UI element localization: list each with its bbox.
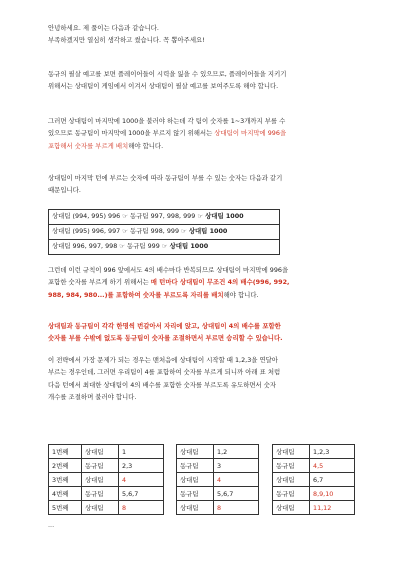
table-row — [177, 445, 259, 459]
team-cell: 동규팀 — [82, 459, 119, 473]
table-row — [177, 473, 259, 487]
conclusion-highlight — [48, 320, 360, 345]
sequence-text: 상대팀 (995) 996, 997 ☞ 동규팀 998, 999 ☞ — [52, 227, 189, 235]
table-row — [273, 445, 355, 459]
sequence-result: 상대팀 1000 — [188, 227, 228, 235]
team-cell: 동규팀 — [273, 487, 310, 501]
value-cell: 1,2,3 — [310, 445, 355, 459]
sequence-row — [49, 210, 279, 225]
team-cell: 상대팀 — [273, 501, 310, 515]
intro-text — [48, 22, 360, 47]
highlight-text: 988, 984, 980...)를 포함하여 숫자를 부르도록 자리를 배치 — [48, 290, 224, 299]
sequence-result: 상대팀 1000 — [205, 212, 244, 220]
continuation-ellipsis: ... — [48, 521, 55, 529]
team-cell: 동규팀 — [82, 487, 119, 501]
table-row — [177, 459, 259, 473]
paragraph-line: 그러면 상대팀이 마지막에 1000을 불러야 하는데 각 팀이 숫자를 1~3개까지 부를 수 — [48, 117, 286, 125]
plain-text: 포함한 숫자를 부르게 하기 위해서는 — [48, 278, 151, 287]
turn-cell: 3번째 — [49, 473, 82, 487]
value-cell: 4 — [214, 473, 259, 487]
team-cell: 상대팀 — [82, 501, 119, 515]
plain-text: 있으므로 동규팀이 마지막에 1000을 부르지 않기 위해서는 — [48, 129, 215, 138]
paragraph-line: 다음 턴에서 최대한 상대팀이 4의 배수를 포함한 숫자를 부르도록 유도하면서 숫자 — [48, 380, 277, 389]
paragraph-line: 그런데 이런 규칙이 996 앞에서도 4의 배수마다 반복되므로 상대팀이 마지막에 996을 — [48, 266, 289, 274]
team-cell: 상대팀 — [82, 445, 119, 459]
value-cell: 1 — [119, 445, 164, 459]
paragraph-rule — [48, 264, 360, 301]
turn-cell: 2번째 — [49, 459, 82, 473]
sequence-text: 상대팀 (994, 995) 996 ☞ 동규팀 997, 998, 999 ☞ — [52, 212, 206, 220]
sequence-row — [49, 240, 279, 254]
table-row — [273, 501, 355, 515]
team-cell: 상대팀 — [177, 501, 214, 515]
paragraph-goal — [48, 68, 360, 93]
table-row — [177, 487, 259, 501]
value-cell: 8 — [119, 501, 164, 515]
paragraph-line: 부르는 경우인데, 그러면 우리팀이 4를 포함하여 숫자를 부르게 되니까 아래 표 처럼 — [48, 368, 281, 377]
value-cell: 6,7 — [310, 473, 355, 487]
plain-text: 해야 합니다. — [128, 141, 164, 150]
sequence-result: 상대팀 1000 — [169, 242, 209, 250]
team-cell: 상대팀 — [273, 445, 310, 459]
value-cell: 2,3 — [119, 459, 164, 473]
table-row — [49, 487, 164, 501]
highlight-text: 포함해서 숫자를 부르게 배치 — [48, 141, 129, 150]
scenario-table-2 — [176, 444, 259, 515]
value-cell: 1,2 — [214, 445, 259, 459]
team-cell: 동규팀 — [177, 487, 214, 501]
table-row — [273, 459, 355, 473]
team-cell: 상대팀 — [177, 445, 214, 459]
conclusion-line: 상대팀과 동규팀이 각각 한명씩 번갈아서 자리에 앉고, 상대팀이 4의 배수를 포함한 — [48, 322, 281, 330]
turn-cell: 4번째 — [49, 487, 82, 501]
value-cell: 8 — [214, 501, 259, 515]
paragraph-line: 위해서는 상대팀이 게임에서 이겨서 상대팀이 필살 예고를 보여주도록 해야 합니다. — [48, 82, 279, 91]
turn-cell: 1번째 — [49, 445, 82, 459]
team-cell: 동규팀 — [273, 459, 310, 473]
team-cell: 상대팀 — [82, 473, 119, 487]
paragraph-line — [48, 276, 360, 288]
value-cell: 5,6,7 — [119, 487, 164, 501]
value-cell: 5,6,7 — [214, 487, 259, 501]
intro-line-2: 부족하겠지만 열심히 생각하고 썼습니다. 꼭 뽑아주세요! — [48, 36, 205, 45]
table-row — [49, 501, 164, 515]
table-row — [49, 445, 164, 459]
plain-text: 해야 합니다. — [223, 290, 259, 299]
intro-line-1: 안녕하세요. 제 풀이는 다음과 같습니다. — [48, 24, 159, 32]
table-row — [273, 473, 355, 487]
paragraph-line — [48, 127, 360, 139]
table-row — [177, 501, 259, 515]
value-cell: 4 — [119, 473, 164, 487]
sequence-box — [48, 209, 280, 255]
value-cell: 11,12 — [310, 501, 355, 515]
highlight-text: 상대팀이 마지막에 996을 — [214, 129, 287, 138]
value-cell: 4,5 — [310, 459, 355, 473]
turn-cell: 5번째 — [49, 501, 82, 515]
paragraph-condition — [48, 115, 360, 152]
value-cell: 3 — [214, 459, 259, 473]
team-cell: 상대팀 — [273, 473, 310, 487]
table-row — [273, 487, 355, 501]
paragraph-line — [48, 140, 360, 152]
paragraph-reason — [48, 172, 360, 197]
value-cell: 8,9,10 — [310, 487, 355, 501]
paragraph-line: 개수를 조절하며 불러야 합니다. — [48, 393, 137, 402]
paragraph-line: 때문입니다. — [48, 186, 81, 195]
team-cell: 동규팀 — [177, 459, 214, 473]
table-row — [49, 473, 164, 487]
conclusion-line: 숫자를 부를 수밖에 없도록 동규팀이 숫자를 조절하면서 부르면 승리할 수 있습니다. — [48, 334, 283, 343]
team-cell: 상대팀 — [177, 473, 214, 487]
table-row — [49, 459, 164, 473]
sequence-text: 상대팀 996, 997, 998 ☞ 동규팀 999 ☞ — [52, 242, 170, 250]
paragraph-strategy — [48, 354, 360, 404]
highlight-text: 매 턴마다 상대팀이 무조건 4의 배수(996, 992, — [150, 278, 290, 287]
paragraph-line: 동규의 필살 예고를 보면 플레이어들이 시력을 잃을 수 있으므로, 플레이어들을 지키기 — [48, 70, 287, 78]
scenario-table-3 — [272, 444, 355, 515]
sequence-row — [49, 225, 279, 240]
paragraph-line: 이 전략에서 가장 문제가 되는 경우는 맨처음에 상대팀이 시작할 때 1,2,3을 연달아 — [48, 356, 278, 364]
paragraph-line — [48, 289, 360, 301]
turn-table — [48, 444, 164, 515]
paragraph-line: 상대팀이 마지막 턴에 부르는 숫자에 따라 동규팀이 부를 수 있는 숫자는 다음과 같기 — [48, 174, 283, 182]
